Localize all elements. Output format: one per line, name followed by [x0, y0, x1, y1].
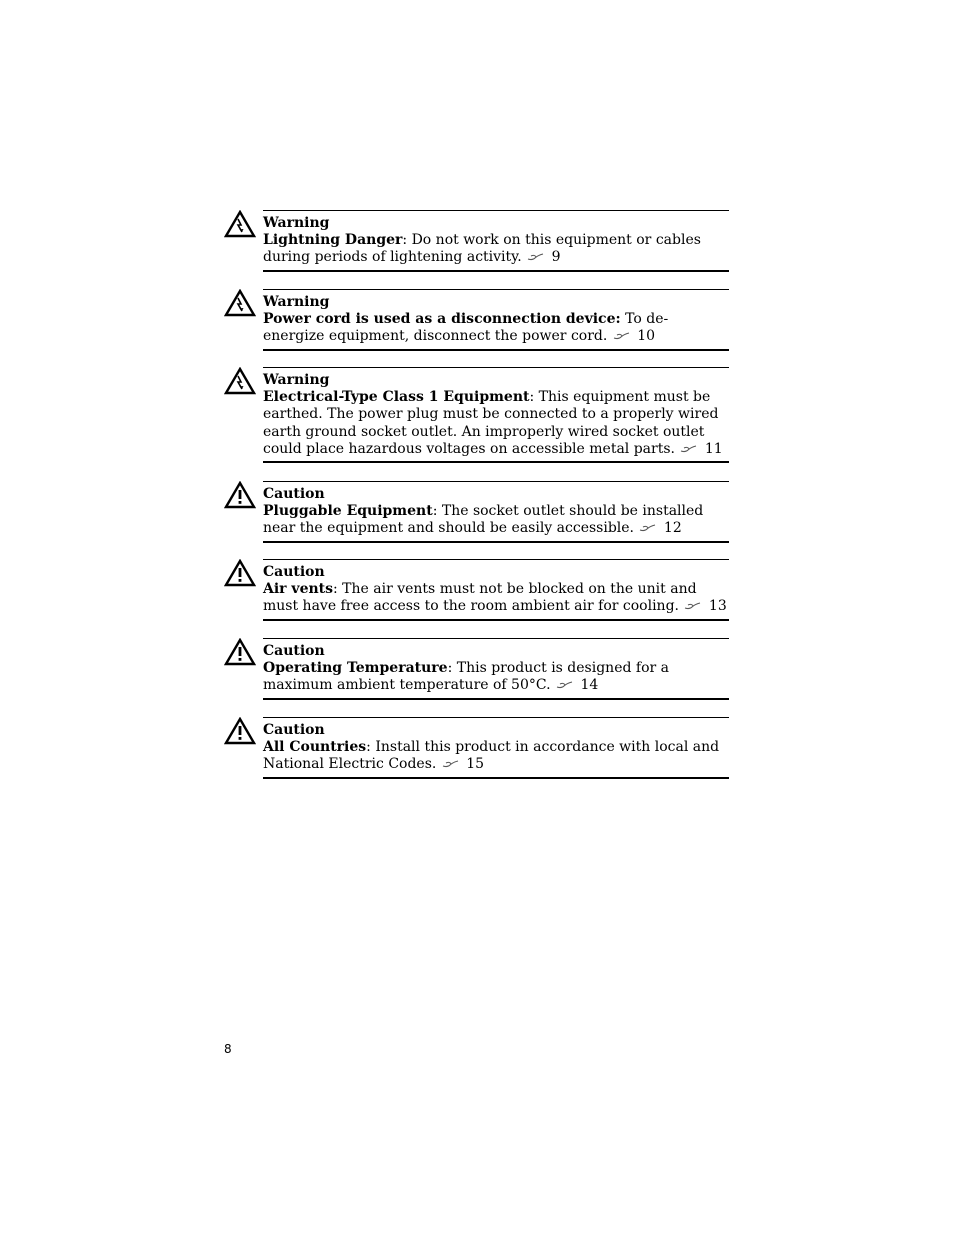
notice-kind: Caution — [263, 643, 325, 659]
exclamation-caution-icon — [224, 481, 256, 509]
notice-body-text: : Do not work on this equipment or cables during periods of lightening activity. — [263, 232, 701, 266]
exclamation-caution-icon — [224, 638, 256, 666]
notice-lead: Air vents — [263, 581, 333, 597]
notice-lead: All Countries — [263, 739, 367, 755]
notice-ref: 10 — [637, 328, 656, 345]
page-number: 8 — [224, 1042, 232, 1056]
caution-notice-operating-temperature — [224, 638, 729, 700]
notice-text — [263, 503, 729, 538]
notice-body-text: : The socket outlet should be installed near the equipment and should be easily accessible. — [263, 503, 704, 537]
notice-body — [263, 559, 729, 621]
notice-kind: Caution — [263, 564, 325, 580]
pointing-hand-icon — [556, 680, 574, 690]
notice-body-text: To de-energize equipment, disconnect the power cord. — [263, 311, 669, 345]
notice-body — [263, 481, 729, 543]
lightning-warning-icon — [224, 289, 256, 317]
notice-text — [263, 660, 729, 695]
notice-body — [263, 367, 729, 463]
notice-body-text: : This equipment must be earthed. The power plug must be connected to a properly wired earth ground socket outlet. An improperly wired socket outlet could place hazardous voltages on accessible metal parts. — [263, 389, 719, 457]
pointing-hand-icon — [527, 252, 545, 262]
notice-text — [263, 581, 729, 616]
pointing-hand-icon — [442, 759, 460, 769]
notice-text — [263, 739, 729, 774]
pointing-hand-icon — [613, 331, 631, 341]
notice-ref: 15 — [466, 756, 485, 773]
notice-ref: 13 — [708, 598, 727, 615]
notice-body-text: : Install this product in accordance with local and National Electric Codes. — [263, 739, 720, 773]
notice-lead: Pluggable Equipment — [263, 503, 433, 519]
warning-notice-lightning — [224, 210, 729, 272]
exclamation-caution-icon — [224, 717, 256, 745]
pointing-hand-icon — [680, 444, 698, 454]
caution-notice-pluggable-equipment — [224, 481, 729, 543]
notice-body — [263, 717, 729, 779]
notice-ref: 14 — [580, 677, 599, 694]
notice-lead: Electrical-Type Class 1 Equipment — [263, 389, 530, 405]
lightning-warning-icon — [224, 210, 256, 238]
notice-lead: Operating Temperature — [263, 660, 448, 676]
notice-ref: 9 — [551, 249, 561, 266]
warning-notice-power-cord — [224, 289, 729, 351]
notice-kind: Warning — [263, 294, 330, 310]
lightning-warning-icon — [224, 367, 256, 395]
notice-body — [263, 638, 729, 700]
notice-text — [263, 389, 729, 458]
notice-ref: 11 — [704, 440, 723, 457]
notice-text — [263, 232, 729, 267]
pointing-hand-icon — [639, 523, 657, 533]
notice-body-text: : This product is designed for a maximum ambient temperature of 50°C. — [263, 660, 669, 694]
notice-kind: Warning — [263, 215, 330, 231]
notice-body-text: : The air vents must not be blocked on the unit and must have free access to the room ambient air for cooling. — [263, 581, 697, 615]
notice-ref: 12 — [663, 520, 682, 537]
caution-notice-all-countries — [224, 717, 729, 779]
notice-lead: Lightning Danger — [263, 232, 403, 248]
caution-notice-air-vents — [224, 559, 729, 621]
exclamation-caution-icon — [224, 559, 256, 587]
warning-notice-class-1-equipment — [224, 367, 729, 463]
notice-lead: Power cord is used as a disconnection device: — [263, 311, 621, 327]
notice-body — [263, 210, 729, 272]
notice-text — [263, 311, 729, 346]
notice-kind: Caution — [263, 486, 325, 502]
notice-body — [263, 289, 729, 351]
notice-kind: Warning — [263, 372, 330, 388]
notice-kind: Caution — [263, 722, 325, 738]
pointing-hand-icon — [684, 601, 702, 611]
